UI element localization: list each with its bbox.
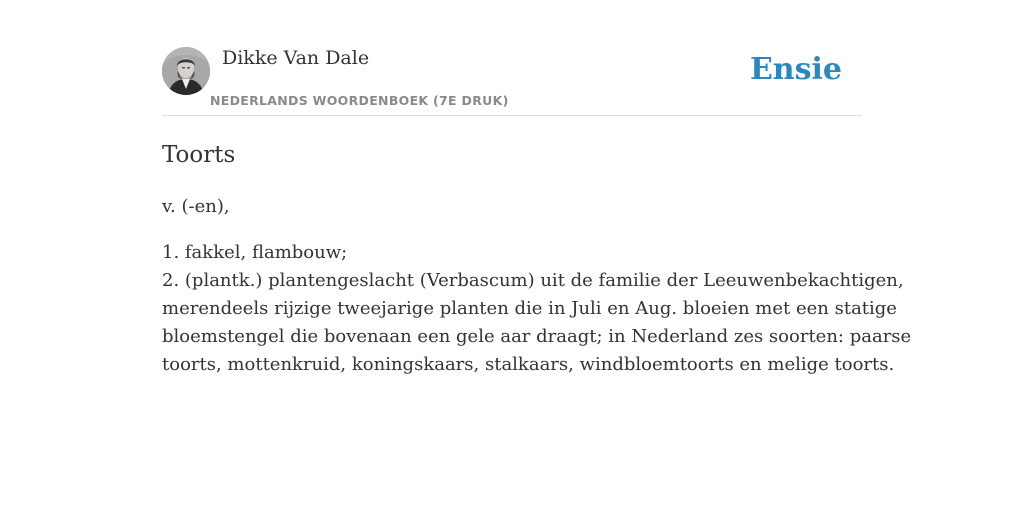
brand-logo[interactable]: Ensie [749, 52, 842, 87]
entry-card [162, 0, 912, 375]
definition-line: merendeels rijzige tweejarige planten die in Juli en Aug. bloeien met een statige [162, 298, 897, 319]
author-avatar[interactable] [162, 47, 210, 95]
entry-grammar: v. (-en), [162, 196, 230, 217]
author-name[interactable]: Dikke Van Dale [222, 47, 370, 69]
entry-headword: Toorts [162, 142, 236, 168]
definition-line: 2. (plantk.) plantengeslacht (Verbascum) uit de familie der Leeuwenbekachtigen, [162, 270, 904, 291]
definition-line: 1. fakkel, flambouw; [162, 242, 348, 263]
source-name[interactable]: NEDERLANDS WOORDENBOEK (7E DRUK) [210, 93, 509, 108]
definition-line: toorts, mottenkruid, koningskaars, stalkaars, windbloemtoorts en melige toorts. [162, 354, 895, 375]
definition-line: bloemstengel die bovenaan een gele aar draagt; in Nederland zes soorten: paarse [162, 326, 912, 347]
entry-definitions [162, 239, 912, 379]
portrait-photo-icon [162, 47, 210, 95]
entry-header [162, 0, 862, 116]
